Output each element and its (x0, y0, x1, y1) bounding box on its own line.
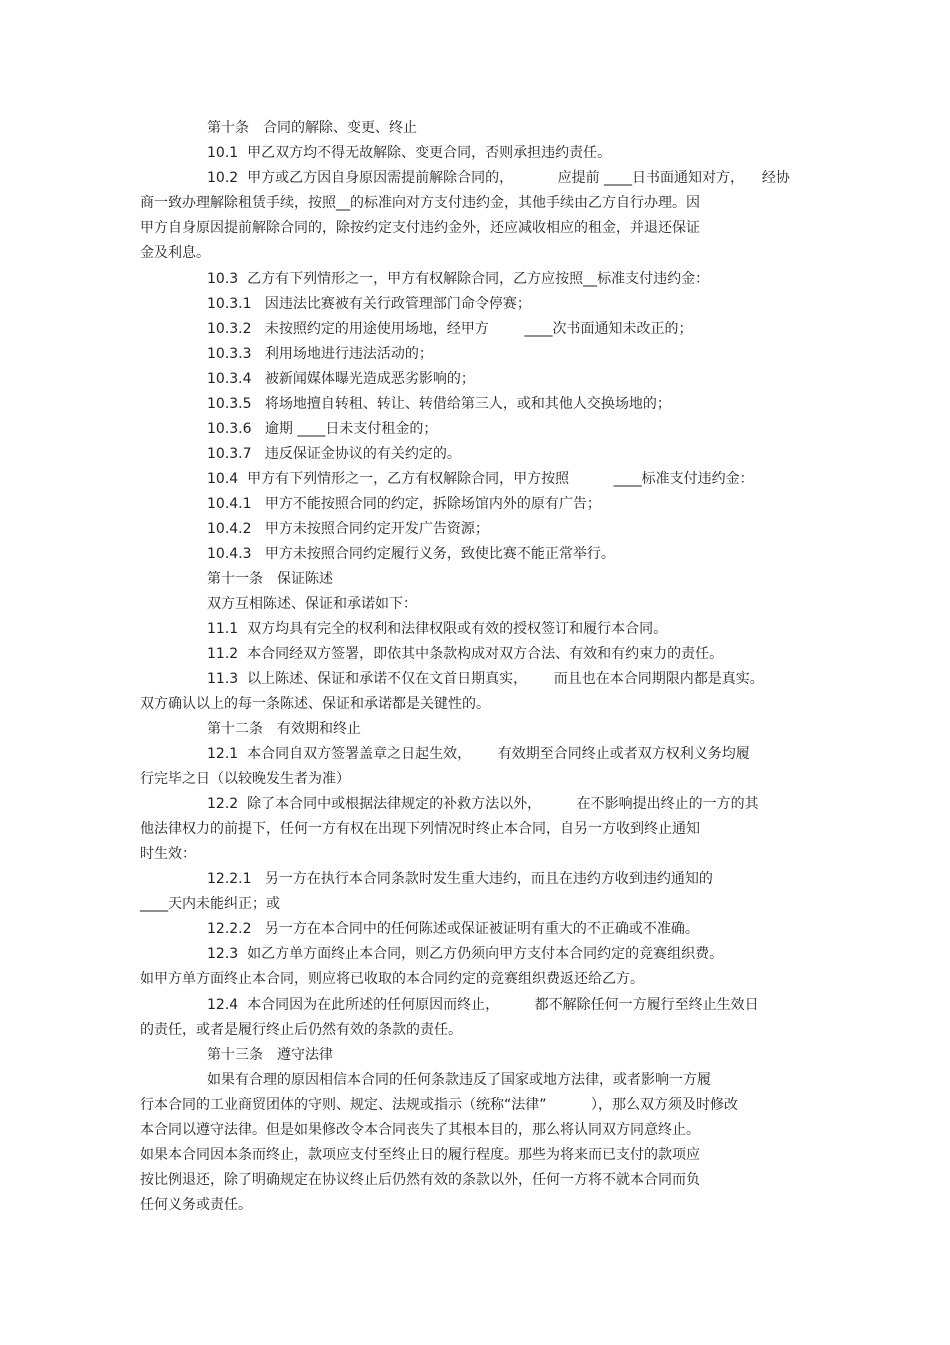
clause-11-1: 11.1 双方均具有完全的权利和法律权限或有效的授权签订和履行本合同。 (207, 621, 668, 637)
clause-10-3-5: 10.3.5 将场地擅自转租、转让、转借给第三人，或和其他人交换场地的； (207, 396, 671, 412)
clause-12-2-cont: 他法律权力的前提下，任何一方有权在出现下列情况时终止本合同，自另一方收到终止通知 (140, 821, 700, 837)
clause-10-4-3: 10.4.3 甲方未按照合同约定履行义务，致使比赛不能正常举行。 (207, 546, 615, 562)
clause-10-3: 10.3 乙方有下列情形之一，甲方有权解除合同，乙方应按照__标准支付违约金： (207, 271, 710, 287)
clause-10-3-2: 10.3.2 未按照约定的用途使用场地，经甲方 ____次书面通知未改正的； (207, 321, 693, 337)
clause-10-4: 10.4 甲方有下列情形之一，乙方有权解除合同，甲方按照 ____标准支付违约金： (207, 471, 754, 487)
clause-12-3: 12.3 如乙方单方面终止本合同，则乙方仍须向甲方支付本合同约定的竞赛组织费。 (207, 946, 724, 962)
clause-10-2-cont: 甲方自身原因提前解除合同的，除按约定支付违约金外，还应减收相应的租金，并退还保证 (140, 220, 700, 236)
clause-11-3-cont: 双方确认以上的每一条陈述、保证和承诺都是关键性的。 (140, 696, 490, 712)
clause-12-3-cont: 如甲方单方面终止本合同，则应将已收取的本合同约定的竞赛组织费返还给乙方。 (140, 971, 644, 987)
clause-12-1: 12.1 本合同自双方签署盖章之日起生效， 有效期至合同终止或者双方权利义务均履 (207, 746, 750, 762)
clause-12-4: 12.4 本合同因为在此所述的任何原因而终止， 都不解除任何一方履行至终止生效日 (207, 997, 759, 1013)
clause-12-2-2: 12.2.2 另一方在本合同中的任何陈述或保证被证明有重大的不正确或不准确。 (207, 921, 699, 937)
article-13-heading: 第十三条 遵守法律 (207, 1047, 333, 1063)
clause-12-4-cont: 的责任，或者是履行终止后仍然有效的条款的责任。 (140, 1022, 462, 1038)
clause-12-2-cont: 时生效： (140, 846, 196, 862)
clause-10-2: 10.2 甲方或乙方因自身原因需提前解除合同的， 应提前 ____日书面通知对方， 经协 (207, 170, 790, 186)
clause-10-1: 10.1 甲乙双方均不得无故解除、变更合同，否则承担违约责任。 (207, 145, 612, 161)
clause-10-4-1: 10.4.1 甲方不能按照合同的约定，拆除场馆内外的原有广告； (207, 496, 601, 512)
clause-12-2: 12.2 除了本合同中或根据法律规定的补救方法以外， 在不影响提出终止的一方的其 (207, 796, 759, 812)
clause-10-2-cont: 商一致办理解除租赁手续，按照__的标准向对方支付违约金，其他手续由乙方自行办理。因 (140, 195, 700, 211)
article-13-body-cont: 按比例退还，除了明确规定在协议终止后仍然有效的条款以外，任何一方将不就本合同而负 (140, 1172, 700, 1188)
article-10-heading: 第十条 合同的解除、变更、终止 (207, 120, 417, 136)
article-11-heading: 第十一条 保证陈述 (207, 571, 333, 587)
article-13-body-cont: 行本合同的工业商贸团体的守则、规定、法规或指示（统称“法律” ），那么双方须及时修改 (140, 1097, 739, 1113)
article-12-heading: 第十二条 有效期和终止 (207, 721, 361, 737)
clause-10-3-1: 10.3.1 因违法比赛被有关行政管理部门命令停赛； (207, 296, 531, 312)
clause-10-2-cont: 金及利息。 (140, 245, 210, 261)
article-13-body-cont: 任何义务或责任。 (140, 1197, 252, 1213)
clause-12-2-1-cont: ____天内未能纠正；或 (140, 896, 280, 912)
clause-10-3-6: 10.3.6 逾期 ____日未支付租金的； (207, 421, 438, 437)
article-13-body: 如果有合理的原因相信本合同的任何条款违反了国家或地方法律，或者影响一方履 (207, 1072, 711, 1088)
clause-10-4-2: 10.4.2 甲方未按照合同约定开发广告资源； (207, 521, 489, 537)
clause-12-2-1: 12.2.1 另一方在执行本合同条款时发生重大违约，而且在违约方收到违约通知的 (207, 871, 713, 887)
clause-10-3-3: 10.3.3 利用场地进行违法活动的； (207, 346, 433, 362)
article-11-intro: 双方互相陈述、保证和承诺如下： (207, 596, 417, 612)
clause-10-3-7: 10.3.7 违反保证金协议的有关约定的。 (207, 446, 461, 462)
article-13-body-cont: 本合同以遵守法律。但是如果修改令本合同丧失了其根本目的，那么将认同双方同意终止。 (140, 1122, 700, 1138)
clause-11-2: 11.2 本合同经双方签署，即依其中条款构成对双方合法、有效和有约束力的责任。 (207, 646, 724, 662)
clause-11-3: 11.3 以上陈述、保证和承诺不仅在文首日期真实， 而且也在本合同期限内都是真实。 (207, 671, 764, 687)
clause-12-1-cont: 行完毕之日（以较晚发生者为准） (140, 771, 350, 787)
clause-10-3-4: 10.3.4 被新闻媒体曝光造成恶劣影响的； (207, 371, 475, 387)
article-13-body-cont: 如果本合同因本条而终止，款项应支付至终止日的履行程度。那些为将来而已支付的款项应 (140, 1147, 700, 1163)
